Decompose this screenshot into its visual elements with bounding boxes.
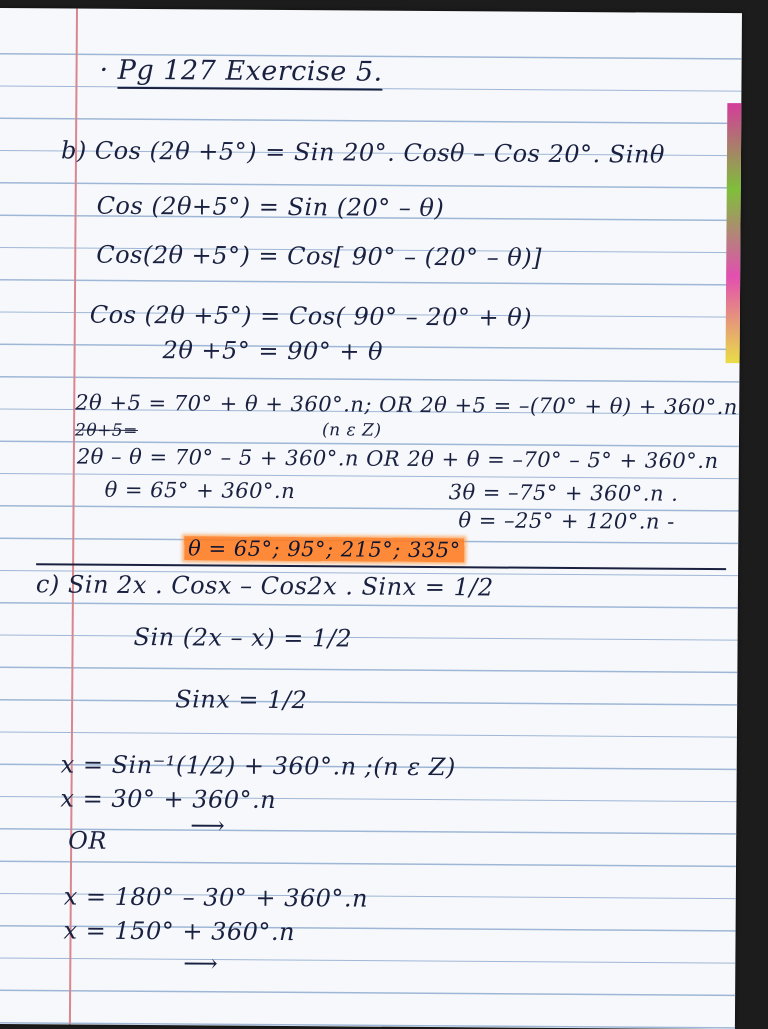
line-c4: x = Sin⁻¹(1/2) + 360°.n ;(n ε Z) [60,750,456,782]
line-b9-right: 3θ = –75° + 360°.n . [448,480,679,506]
line-b2: Cos (2θ+5°) = Sin (20° – θ) [96,191,445,223]
colored-edge-strip [726,103,742,363]
line-c8: x = 150° + 360°.n [63,916,296,947]
crossed-out-text: 2θ+5= [74,420,138,441]
page-heading: · Pg 127 Exercise 5. [99,55,382,88]
notebook-page [0,8,742,1029]
line-b9-left: θ = 65° + 360°.n [104,477,296,504]
section-divider [36,563,726,570]
line-c1: c) Sin 2x . Cosx – Cos2x . Sinx = 1/2 [35,570,494,602]
line-b3: Cos(2θ +5°) = Cos[ 90° – (20° – θ)] [96,240,543,272]
arrow-icon-2: ⟶ [183,949,218,978]
line-c2: Sin (2x – x) = 1/2 [133,622,353,653]
line-b5: 2θ +5° = 90° + θ [162,336,384,366]
arrow-icon: ⟶ [190,811,225,840]
heading-text: Pg 127 Exercise 5. [118,55,383,91]
line-b7: (n ε Z) [321,420,382,441]
line-c7: x = 180° – 30° + 360°.n [63,882,369,913]
line-b8: 2θ – θ = 70° – 5 + 360°.n OR 2θ + θ = –70° – 5° + 360°.n [76,444,719,474]
line-c5: x = 30° + 360°.n [60,784,277,814]
answer-b-box [184,536,465,562]
line-b1: b) Cos (2θ +5°) = Sin 20°. Cosθ – Cos 20°. Sinθ [60,136,665,169]
line-b4: Cos (2θ +5°) = Cos( 90° – 20° + θ) [89,300,533,332]
line-c3: Sinx = 1/2 [175,685,308,715]
line-c6: OR [68,826,108,855]
line-b10: θ = –25° + 120°.n - [458,508,675,534]
answer-b-highlight: θ = 65°; 95°; 215°; 335° [184,536,465,562]
line-b6: 2θ +5 = 70° + θ + 360°.n; OR 2θ +5 = –(70° + θ) + 360°.n [75,390,738,420]
